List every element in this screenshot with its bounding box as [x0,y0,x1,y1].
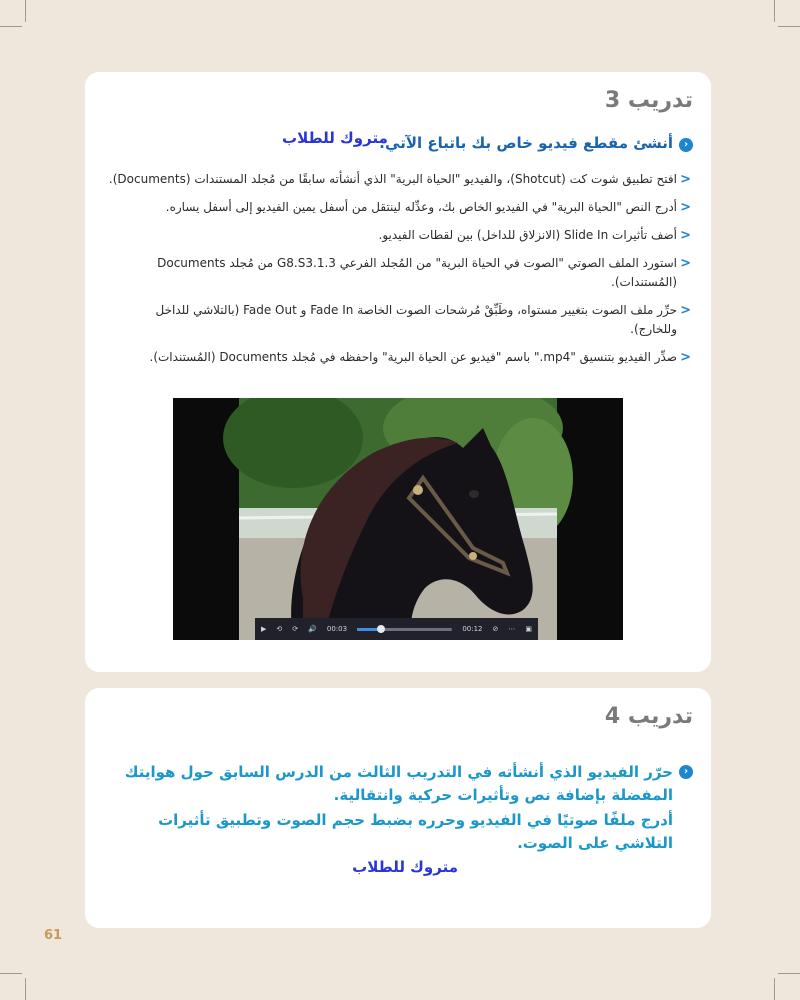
crop-mark [0,26,22,27]
crop-mark [774,0,775,22]
crop-mark [778,26,800,27]
list-item: < أدرج النص "الحياة البرية" في الفيديو الخاص بك، وعدِّله لينتقل من أسفل يمين الفيديو إلى أسفل يساره. [165,200,691,215]
volume-icon[interactable]: 🔊 [308,625,317,633]
exercise-4-title: تدريب 4 [604,704,693,729]
exercise-4-task-line2: أدرج ملفًا صوتيًا في الفيديو وحرره بضبط حجم الصوت وتطبيق تأثيرات التلاشي على الصوت. [158,811,673,852]
student-note: متروك للطلاب [352,858,458,876]
horse-video-frame [173,398,623,640]
crop-mark [25,0,26,22]
exercise-3-task: أنشئ مقطع فيديو خاص بك باتباع الآتي: [379,134,673,152]
crop-mark [774,978,775,1000]
arrow-icon: < [680,350,691,365]
chevron-icon: ‹ [679,765,693,779]
seek-knob[interactable] [377,625,385,633]
seek-bar[interactable] [357,628,452,631]
video-player[interactable] [173,398,623,640]
list-item: < استورد الملف الصوتي "الصوت في الحياة البرية" من المُجلد الفرعي G8.S3.1.3 من مُجلد Documents (المُستندات). [157,256,691,289]
student-note: متروك للطلاب [282,129,388,147]
chevron-icon: ‹ [679,138,693,152]
video-controls [255,618,538,640]
total-time: 00:12 [462,625,483,633]
arrow-icon: < [680,256,691,271]
play-icon[interactable]: ▶ [261,625,267,633]
rewind-icon[interactable]: ⟲ [276,625,283,633]
arrow-icon: < [680,200,691,215]
forward-icon[interactable]: ⟳ [292,625,299,633]
cast-icon[interactable]: ⊘ [492,625,499,633]
exercise-4-task-line1: حرّر الفيديو الذي أنشأته في التدريب الثالث من الدرس السابق حول هوايتك المفضلة بإضافة نص وتأثيرات حركية وانتقالية. [124,763,673,804]
crop-mark [778,973,800,974]
crop-mark [0,973,22,974]
arrow-icon: < [680,172,691,187]
page-number: 61 [44,928,63,943]
list-item: < حرِّر ملف الصوت بتغيير مستواه، وطَبِّقْ مُرشحات الصوت الخاصة Fade In و Fade Out (بالتلاشي للداخل وللخارج). [155,303,691,336]
exercise-3-title: تدريب 3 [604,88,693,113]
more-icon[interactable]: ⋯ [508,625,516,633]
list-item: < صدِّر الفيديو بتنسيق "mp4." باسم "فيديو عن الحياة البرية" واحفظه في مُجلد Documents (المُستندات). [149,350,691,365]
list-item: < أضف تأثيرات Slide In (الانزلاق للداخل) بين لقطات الفيديو. [378,228,691,243]
steps-list [105,170,691,376]
fullscreen-icon[interactable]: ▣ [525,625,532,633]
list-item: < افتح تطبيق شوت كت (Shotcut)، والفيديو "الحياة البرية" الذي أنشأته سابقًا من مُجلد المستندات (Documents). [108,172,691,187]
arrow-icon: < [680,303,691,318]
current-time: 00:03 [326,625,348,633]
exercise-3-card [85,72,711,672]
crop-mark [25,978,26,1000]
exercise-4-card [85,688,711,928]
arrow-icon: < [680,228,691,243]
